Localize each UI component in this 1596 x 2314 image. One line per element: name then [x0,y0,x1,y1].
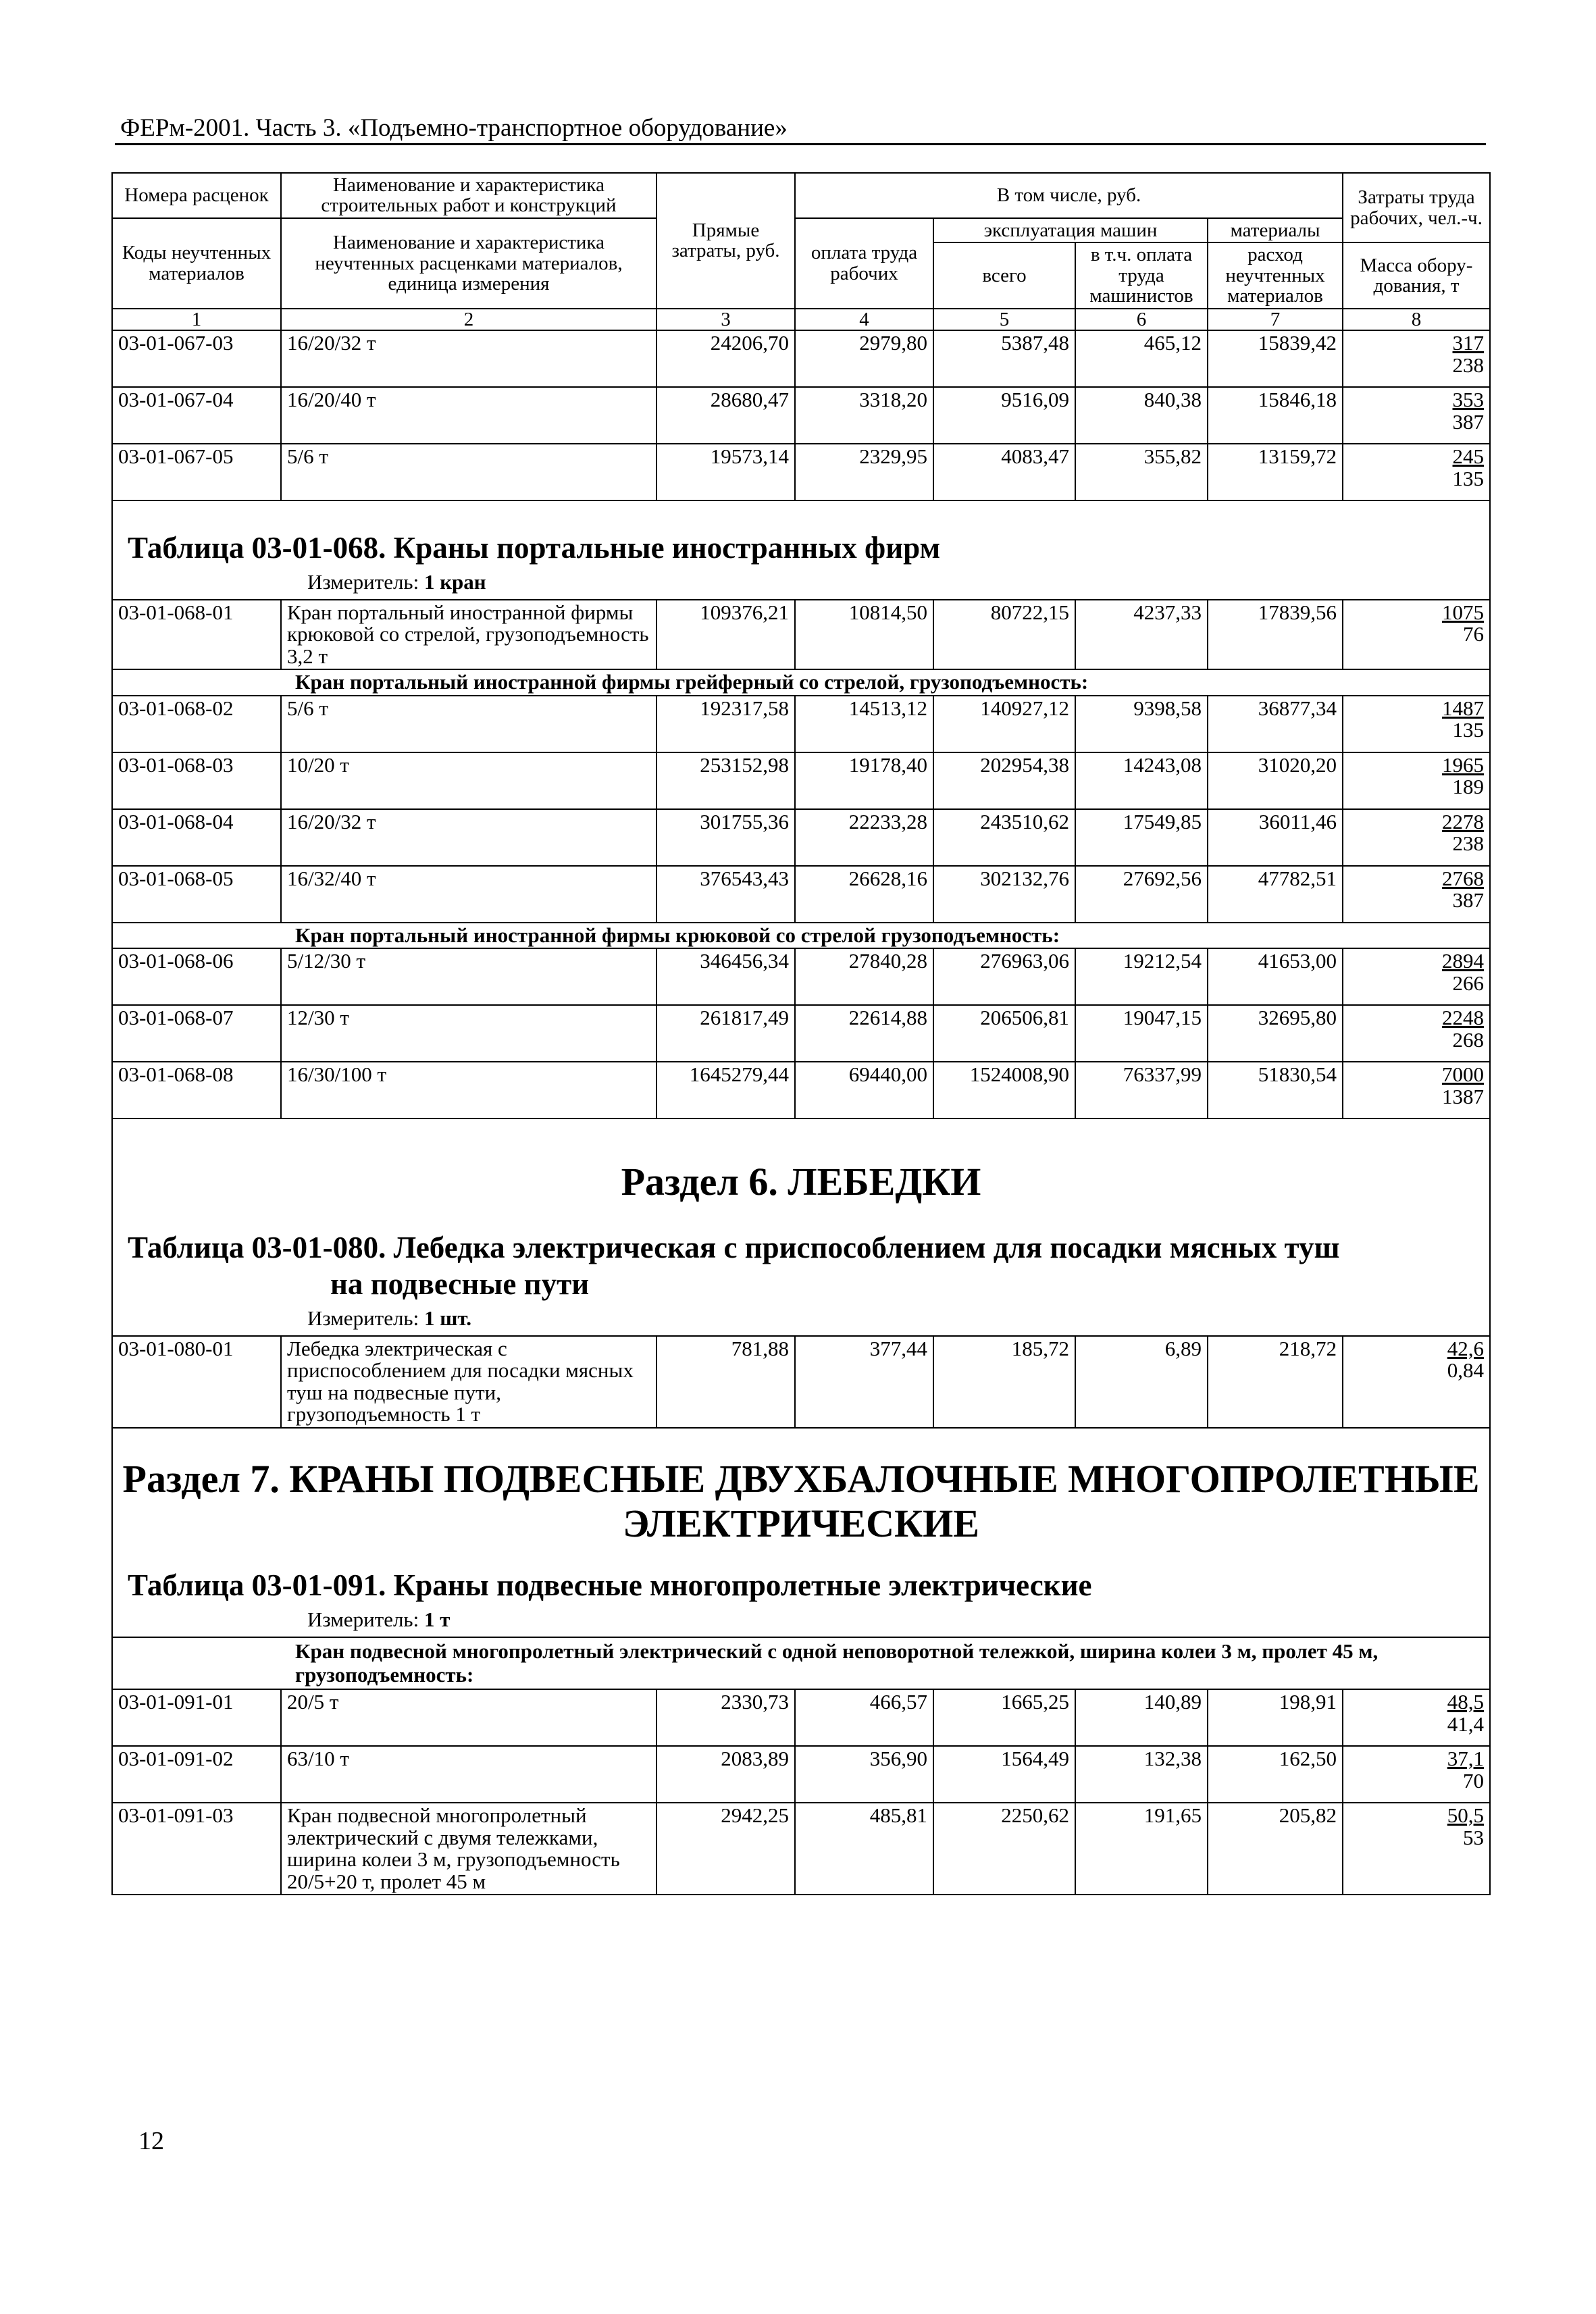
machinist-pay: 19047,15 [1075,1005,1208,1062]
equipment-mass: 387 [1452,888,1484,912]
equipment-mass: 41,4 [1447,1712,1484,1736]
labor-hours: 50,5 [1447,1803,1484,1827]
labor-mass [1343,1005,1490,1062]
direct-cost: 346456,34 [657,948,795,1005]
labor-mass [1343,809,1490,866]
labor-hours: 2278 [1442,809,1484,833]
labor-pay: 377,44 [795,1336,933,1428]
labor-mass [1343,948,1490,1005]
unit-line [118,1302,1484,1334]
table-row [112,1803,1490,1895]
col-number: 4 [795,309,933,330]
col-materials-unaccounted: расход неучтенных материалов [1208,242,1343,308]
materials-cost: 15839,42 [1208,330,1343,387]
materials-cost: 41653,00 [1208,948,1343,1005]
materials-cost: 205,82 [1208,1803,1343,1895]
direct-cost: 192317,58 [657,696,795,752]
col-machines-incl: в т.ч. оплата труда машинистов [1075,242,1208,308]
rate-name: Кран подвесной многопролетный электрический с двумя тележками, ширина колеи 3 м, грузоподъемность 20/5+20 т, пролет 45 м [281,1803,657,1895]
labor-hours: 48,5 [1447,1689,1484,1714]
table-row [112,1336,1490,1428]
machinist-pay: 27692,56 [1075,866,1208,923]
labor-hours: 42,6 [1447,1336,1484,1360]
equipment-mass: 189 [1452,775,1484,799]
labor-pay: 485,81 [795,1803,933,1895]
col-labor-top: Затраты труда рабочих, чел.-ч. [1343,173,1490,242]
unit-value: 1 кран [423,570,486,594]
materials-cost: 17839,56 [1208,600,1343,670]
col-number: 8 [1343,309,1490,330]
group-heading: Кран портальный иностранной фирмы крюковой со стрелой грузоподъемность: [112,923,1490,949]
col-machines-total: всего [933,242,1075,308]
section-title [118,1430,1484,1567]
table-row [112,1746,1490,1803]
page-header: ФЕРм-2001. Часть 3. «Подъемно-транспортное оборудование» [120,114,788,142]
group-row [112,923,1490,949]
labor-pay: 466,57 [795,1689,933,1746]
labor-mass [1343,1746,1490,1803]
machinist-pay: 4237,33 [1075,600,1208,670]
machines-total: 206506,81 [933,1005,1075,1062]
col-number: 6 [1075,309,1208,330]
col-number: 2 [281,309,657,330]
col-name-bottom: Наименование и характеристика неучтенных расценками материалов, единица измерения [281,218,657,309]
labor-hours: 7000 [1442,1062,1484,1087]
direct-cost: 2083,89 [657,1746,795,1803]
rate-code: 03-01-068-03 [112,752,281,809]
labor-pay: 14513,12 [795,696,933,752]
equipment-mass: 266 [1452,971,1484,995]
table-row [112,866,1490,923]
table-row [112,696,1490,752]
materials-cost: 15846,18 [1208,387,1343,444]
equipment-mass: 135 [1452,718,1484,742]
materials-cost: 36877,34 [1208,696,1343,752]
col-incl: В том числе, руб. [795,173,1343,218]
table-row [112,330,1490,387]
labor-mass [1343,1062,1490,1119]
col-machines: эксплуатация машин [933,218,1208,242]
rate-name: 20/5 т [281,1689,657,1746]
direct-cost: 2942,25 [657,1803,795,1895]
rate-name: 16/30/100 т [281,1062,657,1119]
labor-mass [1343,387,1490,444]
machinist-pay: 6,89 [1075,1336,1208,1428]
col-materials: материалы [1208,218,1343,242]
machinist-pay: 9398,58 [1075,696,1208,752]
table-row [112,1005,1490,1062]
machinist-pay: 14243,08 [1075,752,1208,809]
equipment-mass: 268 [1452,1027,1484,1052]
rate-code: 03-01-091-01 [112,1689,281,1746]
table-row [112,752,1490,809]
rates-table [111,172,1491,1895]
labor-hours: 1965 [1442,752,1484,777]
rate-code: 03-01-068-06 [112,948,281,1005]
equipment-mass: 135 [1452,466,1484,490]
labor-mass [1343,600,1490,670]
rate-code: 03-01-068-04 [112,809,281,866]
machines-total: 140927,12 [933,696,1075,752]
table-title: Таблица 03-01-091. Краны подвесные многопролетные электрические [128,1568,1092,1603]
table-row [112,387,1490,444]
machines-total: 9516,09 [933,387,1075,444]
machines-total: 4083,47 [933,444,1075,500]
machines-total: 202954,38 [933,752,1075,809]
equipment-mass: 387 [1452,409,1484,434]
materials-cost: 32695,80 [1208,1005,1343,1062]
machinist-pay: 17549,85 [1075,809,1208,866]
labor-pay: 3318,20 [795,387,933,444]
rate-name: 16/32/40 т [281,866,657,923]
unit-label: Измеритель: [307,570,419,594]
equipment-mass: 70 [1463,1768,1484,1793]
labor-hours: 1075 [1442,600,1484,624]
rate-name: 63/10 т [281,1746,657,1803]
machinist-pay: 840,38 [1075,387,1208,444]
direct-cost: 2330,73 [657,1689,795,1746]
col-number: 1 [112,309,281,330]
section-heading-row [112,1119,1490,1335]
labor-mass [1343,752,1490,809]
unit-label: Измеритель: [307,1608,419,1632]
machines-total: 1665,25 [933,1689,1075,1746]
table-row [112,444,1490,500]
labor-pay: 2329,95 [795,444,933,500]
rate-code: 03-01-067-04 [112,387,281,444]
labor-hours: 1487 [1442,696,1484,720]
materials-cost: 162,50 [1208,1746,1343,1803]
direct-cost: 253152,98 [657,752,795,809]
group-heading: Кран подвесной многопролетный электрический с одной неповоротной тележкой, ширина колеи 3 м, пролет 45 м, грузоподъемность: [112,1637,1490,1689]
labor-mass [1343,1689,1490,1746]
materials-cost: 51830,54 [1208,1062,1343,1119]
materials-cost: 218,72 [1208,1336,1343,1428]
direct-cost: 261817,49 [657,1005,795,1062]
direct-cost: 109376,21 [657,600,795,670]
machines-total: 2250,62 [933,1803,1075,1895]
direct-cost: 301755,36 [657,809,795,866]
table-title: Таблица 03-01-068. Краны портальные иностранных фирм [128,531,941,565]
labor-pay: 356,90 [795,1746,933,1803]
rate-code: 03-01-068-08 [112,1062,281,1119]
labor-hours: 353 [1452,388,1484,412]
machines-total: 5387,48 [933,330,1075,387]
machines-total: 185,72 [933,1336,1075,1428]
unit-label: Измеритель: [307,1306,419,1331]
materials-cost: 31020,20 [1208,752,1343,809]
table-row [112,809,1490,866]
labor-pay: 22233,28 [795,809,933,866]
col-code-top: Номера расценок [112,173,281,218]
labor-mass [1343,866,1490,923]
labor-hours: 245 [1452,444,1484,469]
equipment-mass: 238 [1452,831,1484,856]
equipment-mass: 238 [1452,353,1484,377]
section-title-line: ЭЛЕКТРИЧЕСКИЕ [623,1501,979,1546]
machinist-pay: 19212,54 [1075,948,1208,1005]
materials-cost: 36011,46 [1208,809,1343,866]
machinist-pay: 140,89 [1075,1689,1208,1746]
rate-name: 10/20 т [281,752,657,809]
rate-code: 03-01-067-03 [112,330,281,387]
rate-name: 5/6 т [281,696,657,752]
machinist-pay: 465,12 [1075,330,1208,387]
labor-pay: 22614,88 [795,1005,933,1062]
direct-cost: 1645279,44 [657,1062,795,1119]
rate-name: Кран портальный иностранной фирмы крюковой со стрелой, грузоподъемность 3,2 т [281,600,657,670]
machinist-pay: 191,65 [1075,1803,1208,1895]
header-rule [115,143,1486,145]
table-title-line: на подвесные пути [330,1267,590,1302]
rate-code: 03-01-091-02 [112,1746,281,1803]
rate-code: 03-01-091-03 [112,1803,281,1895]
col-labor-pay: оплата труда рабочих [795,218,933,309]
rate-code: 03-01-068-01 [112,600,281,670]
labor-mass [1343,1803,1490,1895]
labor-pay: 19178,40 [795,752,933,809]
labor-mass [1343,330,1490,387]
labor-hours: 2248 [1442,1006,1484,1030]
labor-pay: 10814,50 [795,600,933,670]
machines-total: 276963,06 [933,948,1075,1005]
rate-name: 5/12/30 т [281,948,657,1005]
labor-hours: 37,1 [1447,1746,1484,1770]
materials-cost: 13159,72 [1208,444,1343,500]
labor-mass [1343,696,1490,752]
materials-cost: 198,91 [1208,1689,1343,1746]
table-title-line: Таблица 03-01-080. Лебедка электрическая с приспособлением для посадки мясных туш [128,1231,1340,1265]
rate-code: 03-01-068-05 [112,866,281,923]
machines-total: 302132,76 [933,866,1075,923]
section-heading-row [112,1428,1490,1637]
equipment-mass: 76 [1463,622,1484,646]
col-number: 3 [657,309,795,330]
labor-hours: 317 [1452,331,1484,355]
unit-line [118,566,1484,598]
direct-cost: 781,88 [657,1336,795,1428]
rate-code: 03-01-067-05 [112,444,281,500]
machines-total: 1564,49 [933,1746,1075,1803]
machines-total: 243510,62 [933,809,1075,866]
rate-name: 16/20/32 т [281,330,657,387]
labor-pay: 26628,16 [795,866,933,923]
rate-name: 12/30 т [281,1005,657,1062]
section-title: Раздел 6. ЛЕБЕДКИ [621,1160,981,1204]
unit-value: 1 т [423,1608,451,1632]
labor-pay: 2979,80 [795,330,933,387]
group-row [112,669,1490,696]
direct-cost: 28680,47 [657,387,795,444]
unit-line [118,1603,1484,1635]
machines-total: 1524008,90 [933,1062,1075,1119]
col-name-top: Наименование и характеристика строительных работ и конструкций [281,173,657,218]
rate-name: 5/6 т [281,444,657,500]
page-number: 12 [138,2127,164,2155]
col-direct: Прямые затраты, руб. [657,173,795,309]
col-labor-bottom: Масса обору-дования, т [1343,242,1490,308]
machinist-pay: 132,38 [1075,1746,1208,1803]
group-heading: Кран портальный иностранной фирмы грейферный со стрелой, грузоподъемность: [112,669,1490,696]
equipment-mass: 0,84 [1447,1358,1484,1383]
table-row [112,600,1490,670]
table-header [112,173,1490,330]
labor-mass [1343,444,1490,500]
direct-cost: 24206,70 [657,330,795,387]
machinist-pay: 76337,99 [1075,1062,1208,1119]
rate-code: 03-01-068-07 [112,1005,281,1062]
direct-cost: 376543,43 [657,866,795,923]
direct-cost: 19573,14 [657,444,795,500]
table-row [112,1689,1490,1746]
table-row [112,1062,1490,1119]
col-number: 7 [1208,309,1343,330]
equipment-mass: 1387 [1442,1084,1484,1108]
machinist-pay: 355,82 [1075,444,1208,500]
labor-hours: 2894 [1442,949,1484,973]
machines-total: 80722,15 [933,600,1075,670]
rate-name: 16/20/40 т [281,387,657,444]
unit-value: 1 шт. [423,1306,472,1331]
group-row [112,1637,1490,1689]
rate-name: Лебедка электрическая с приспособлением для посадки мясных туш на подвесные пути, грузоподъемность 1 т [281,1336,657,1428]
labor-mass [1343,1336,1490,1428]
materials-cost: 47782,51 [1208,866,1343,923]
rate-name: 16/20/32 т [281,809,657,866]
section-title-line: Раздел 7. КРАНЫ ПОДВЕСНЫЕ ДВУХБАЛОЧНЫЕ МНОГОПРОЛЕТНЫЕ [122,1456,1480,1501]
labor-pay: 27840,28 [795,948,933,1005]
table-heading-row [112,500,1490,600]
rate-code: 03-01-080-01 [112,1336,281,1428]
labor-hours: 2768 [1442,866,1484,890]
col-code-bottom: Коды неучтенных материалов [112,218,281,309]
equipment-mass: 53 [1463,1825,1484,1849]
labor-pay: 69440,00 [795,1062,933,1119]
col-number: 5 [933,309,1075,330]
rate-code: 03-01-068-02 [112,696,281,752]
table-row [112,948,1490,1005]
table-title [118,1229,1484,1302]
